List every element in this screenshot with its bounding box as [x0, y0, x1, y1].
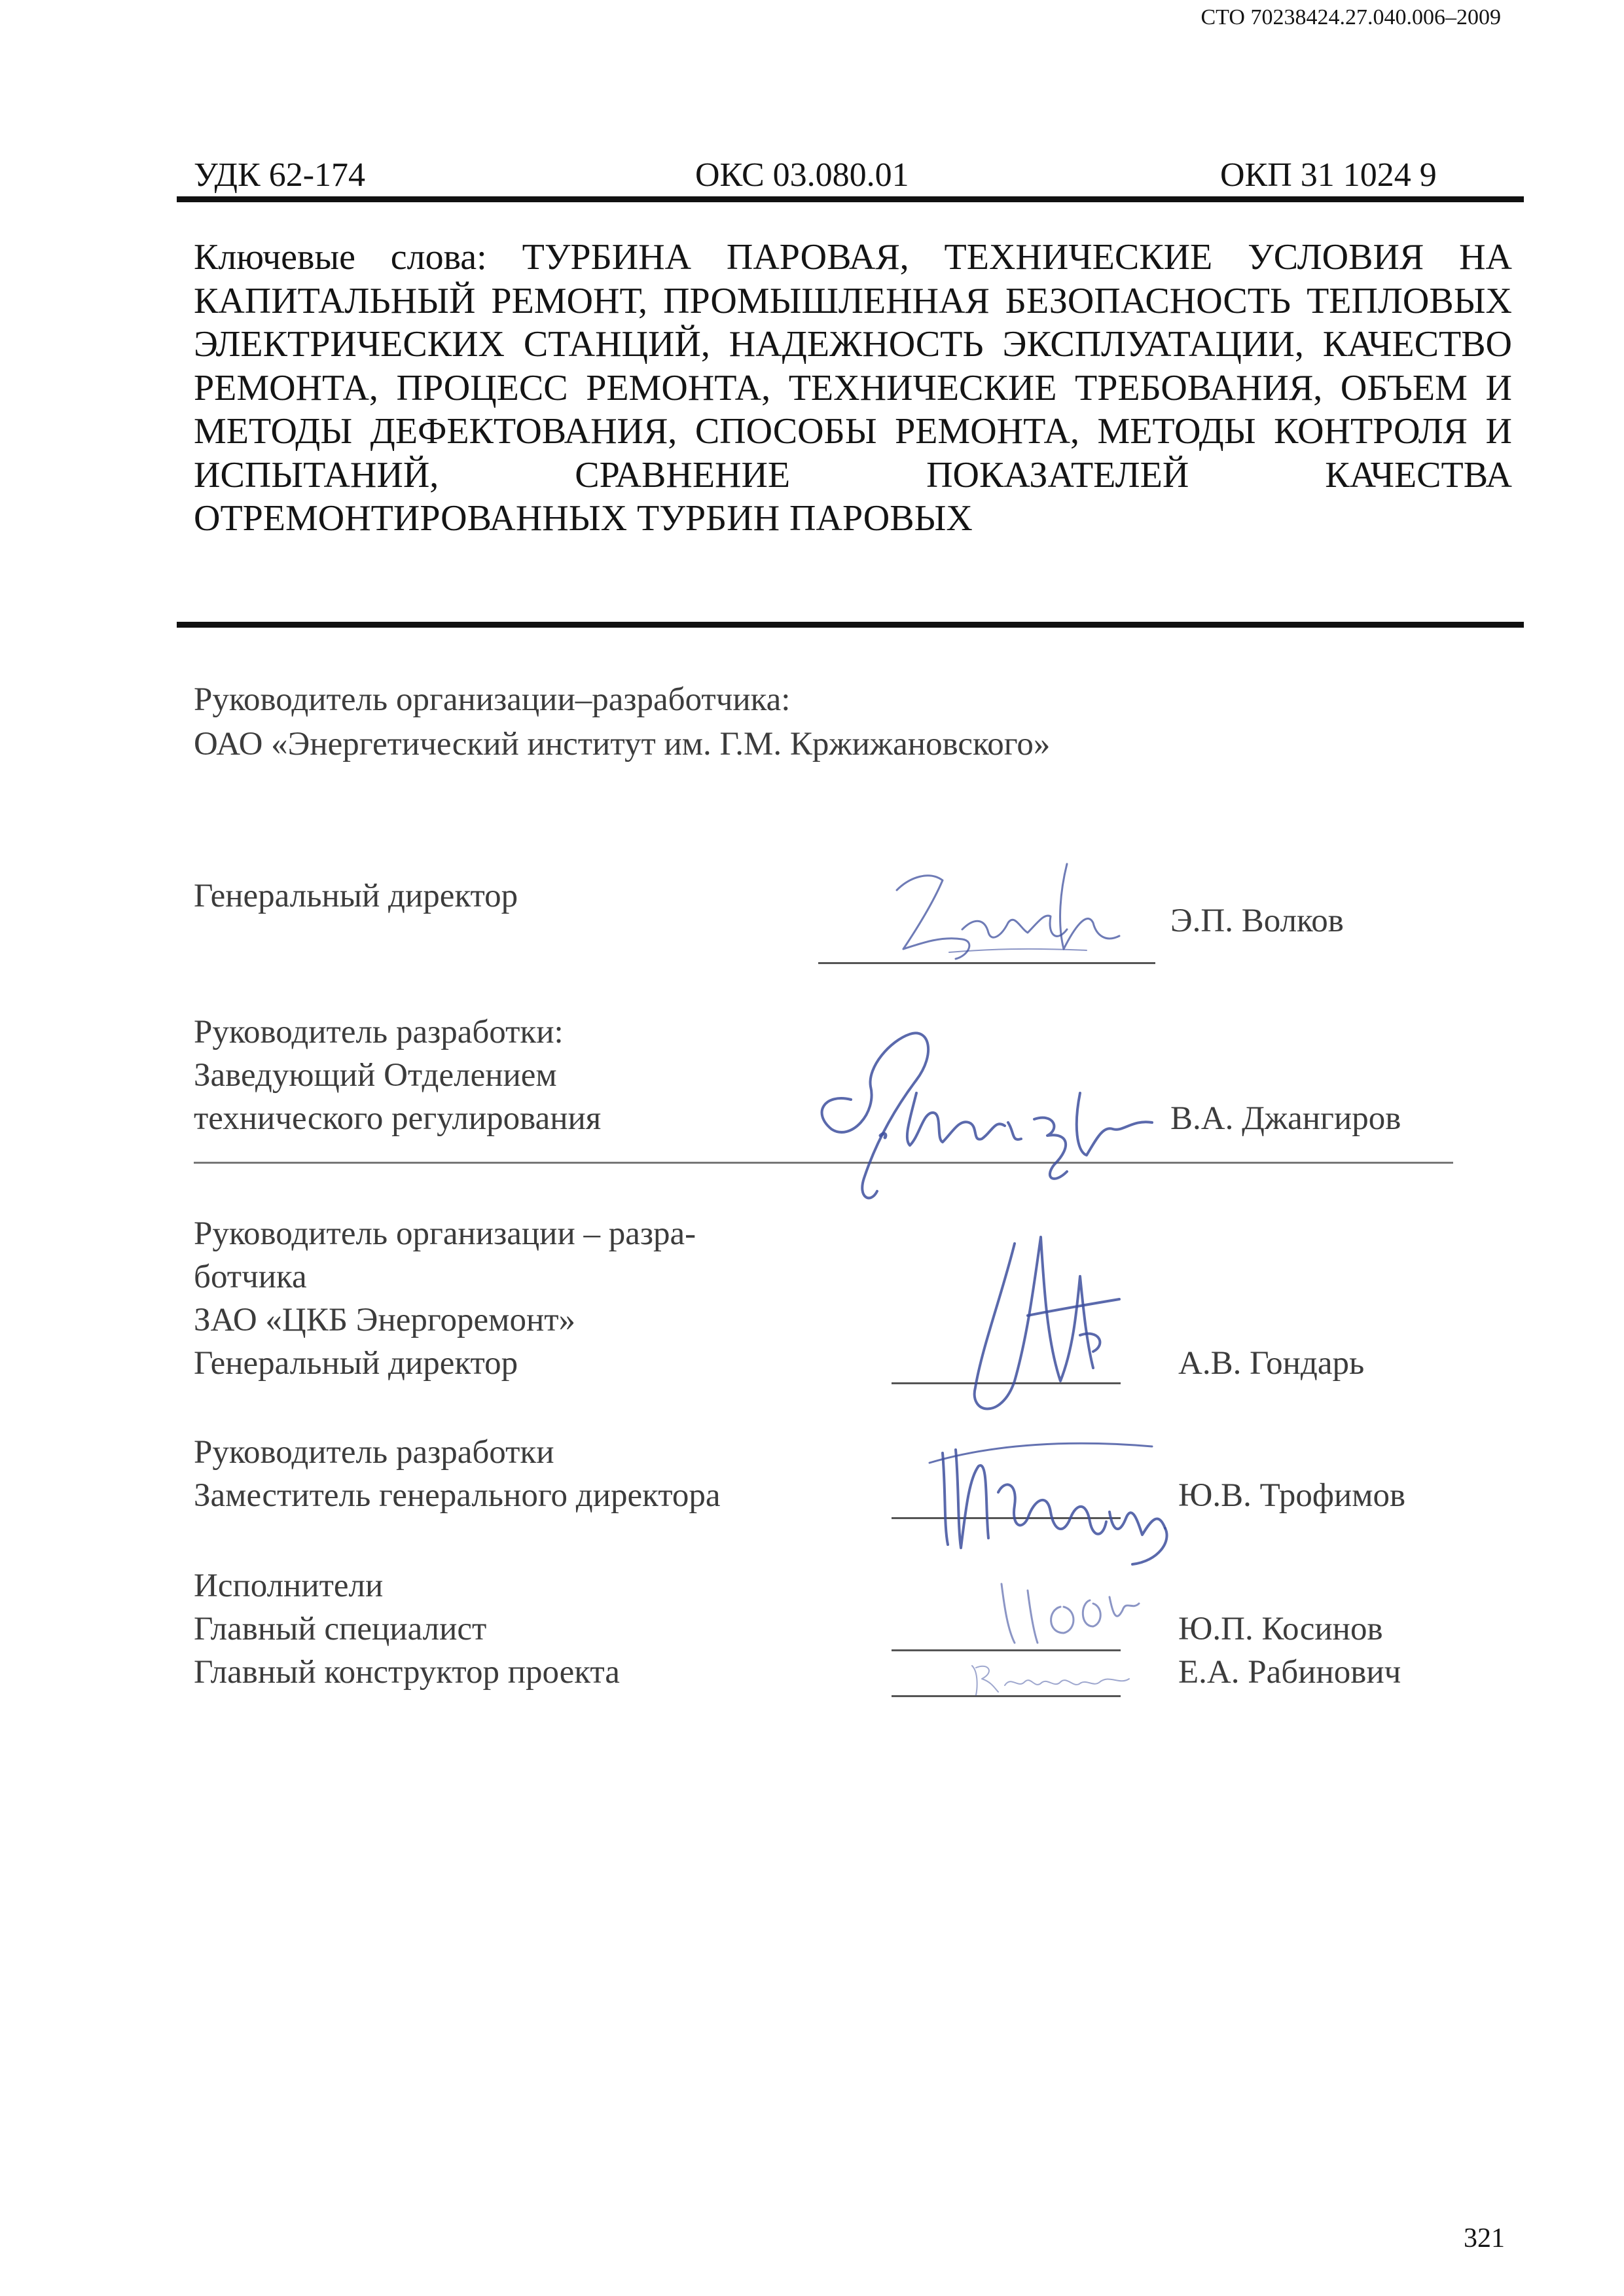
- keywords-text: ТУРБИНА ПАРОВАЯ, ТЕХНИЧЕСКИЕ УСЛОВИЯ НА КАПИТАЛЬНЫЙ РЕМОНТ, ПРОМЫШЛЕННАЯ БЕЗОПАСНОСТЬ ТЕПЛОВЫХ ЭЛЕКТРИЧЕСКИХ СТАНЦИЙ, НАДЕЖНОСТЬ ЭКСПЛУАТАЦИИ, КАЧЕСТВО РЕМОНТА, ПРОЦЕСС РЕМОНТА, ТЕХНИЧЕСКИЕ ТРЕБОВАНИЯ, ОБЪЕМ И МЕТОДЫ ДЕФЕКТОВАНИЯ, СПОСОБЫ РЕМОНТА, МЕТОДЫ КОНТРОЛЯ И ИСПЫТАНИЙ, СРАВНЕНИЕ ПОКАЗАТЕЛЕЙ КАЧЕСТВА ОТРЕМОНТИРОВАННЫХ ТУРБИН ПАРОВЫХ: [194, 237, 1513, 539]
- standard-code: СТО 70238424.27.040.006–2009: [1200, 5, 1501, 29]
- developer-1-director-title: Генеральный директор: [194, 878, 518, 914]
- developer-1-lead-name: В.А. Джангиров: [1170, 1100, 1401, 1137]
- signature-kosinov: [982, 1571, 1152, 1656]
- signature-trofimov: [916, 1420, 1211, 1571]
- signature-volkov: [871, 851, 1146, 982]
- developer-2-director-title: Генеральный директор: [194, 1345, 518, 1382]
- executors-heading: Исполнители: [194, 1568, 384, 1604]
- developer-1-org: ОАО «Энергетический институт им. Г.М. Кржижановского»: [194, 726, 1051, 762]
- developer-2-org: ЗАО «ЦКБ Энергоремонт»: [194, 1302, 576, 1338]
- executor-2-role: Главный конструктор проекта: [194, 1654, 620, 1691]
- developer-2-lead-name: Ю.В. Трофимов: [1178, 1477, 1406, 1514]
- top-rule: [177, 196, 1524, 202]
- executor-1-role: Главный специалист: [194, 1611, 487, 1647]
- developer-2-lead-heading: Руководитель разработки: [194, 1434, 554, 1471]
- keywords-block: [194, 236, 1512, 541]
- okp-code: ОКП 31 1024 9: [1220, 156, 1437, 194]
- executor-1-name: Ю.П. Косинов: [1178, 1611, 1383, 1647]
- page-number: 321: [1464, 2223, 1505, 2253]
- bottom-rule: [177, 622, 1524, 628]
- developer-2-heading-line-2: ботчика: [194, 1259, 307, 1295]
- developer-1-lead-title-1: Заведующий Отделением: [194, 1057, 557, 1094]
- developer-1-heading: Руководитель организации–разработчика:: [194, 681, 791, 718]
- developer-1-lead-heading: Руководитель разработки:: [194, 1014, 564, 1050]
- oks-code: ОКС 03.080.01: [695, 156, 909, 194]
- developer-2-heading-line-1: Руководитель организации – разра-: [194, 1215, 696, 1252]
- developer-2-director-name: А.В. Гондарь: [1178, 1345, 1365, 1382]
- developer-2-lead-title: Заместитель генерального директора: [194, 1477, 721, 1514]
- udk-code: УДК 62-174: [194, 156, 366, 194]
- executor-2-name: Е.А. Рабинович: [1178, 1654, 1401, 1691]
- keywords-label: Ключевые слова:: [194, 237, 487, 278]
- developer-1-lead-title-2: технического регулирования: [194, 1100, 602, 1137]
- signature-rabinovich: [959, 1656, 1142, 1702]
- signature-gondar: [929, 1217, 1126, 1433]
- developer-1-director-name: Э.П. Волков: [1170, 903, 1344, 939]
- signature-dzhangirov: [746, 1014, 1165, 1224]
